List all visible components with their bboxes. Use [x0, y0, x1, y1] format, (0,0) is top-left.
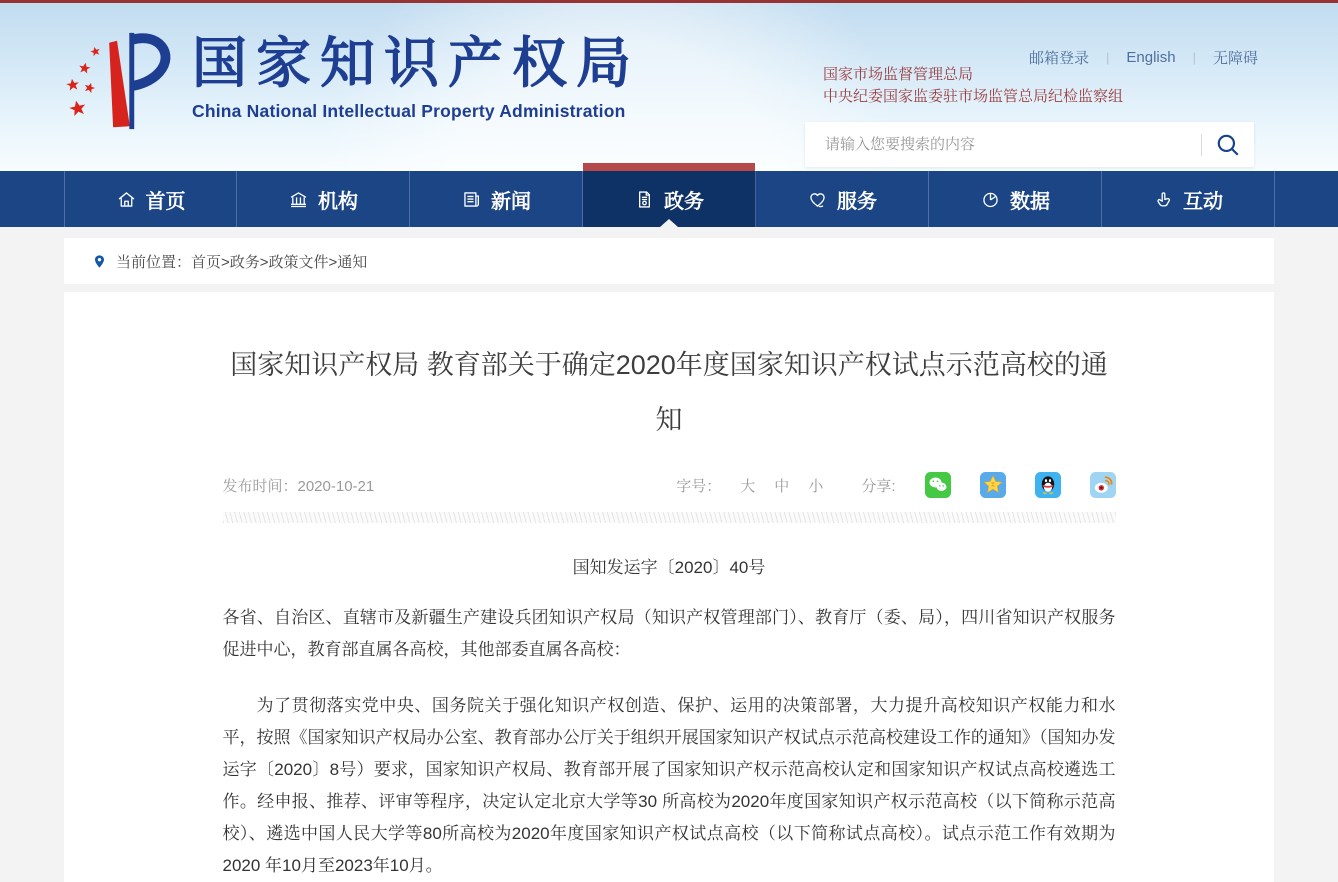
- search-button[interactable]: [1202, 122, 1254, 167]
- nav-item-label: 政务: [664, 190, 704, 213]
- home-icon: [116, 189, 137, 210]
- nav-item-institution[interactable]: [237, 171, 410, 227]
- logo-subtitle: China National Intellectual Property Administration: [192, 100, 626, 121]
- link-separator: |: [1106, 50, 1110, 65]
- institution-icon: [288, 189, 309, 210]
- nav-item-data[interactable]: [929, 171, 1102, 227]
- font-size-label: 字号：: [676, 477, 722, 495]
- accessibility-link[interactable]: 无障碍: [1212, 50, 1258, 67]
- search-input[interactable]: [805, 136, 1201, 153]
- site-search: [805, 122, 1254, 167]
- article-card: [64, 292, 1274, 882]
- nav-item-label: 首页: [145, 190, 186, 213]
- article-title: 国家知识产权局 教育部关于确定2020年度国家知识产权试点示范高校的通知: [230, 350, 1108, 435]
- search-icon: [1215, 132, 1241, 158]
- nav-item-label: 机构: [318, 190, 358, 213]
- logo-text: [192, 27, 640, 122]
- site-logo[interactable]: [60, 27, 640, 139]
- english-link[interactable]: English: [1126, 49, 1176, 66]
- font-size-large-button[interactable]: 大: [740, 477, 756, 495]
- nav-item-service[interactable]: [756, 171, 929, 227]
- nav-item-home[interactable]: [64, 171, 237, 227]
- mail-login-link[interactable]: 邮箱登录: [1028, 50, 1089, 67]
- related-org-links: [823, 64, 1123, 108]
- qzone-share-icon[interactable]: [980, 472, 1006, 498]
- logo-title: 国家知识产权局: [192, 32, 641, 94]
- font-size-small-button[interactable]: 小: [808, 477, 824, 495]
- nav-item-label: 新闻: [491, 190, 531, 213]
- share-label: 分享:: [861, 477, 896, 495]
- nav-item-gov-affairs[interactable]: [583, 171, 756, 227]
- hatched-divider: [223, 512, 1116, 523]
- main-nav: [0, 171, 1338, 227]
- nav-item-interact[interactable]: [1102, 171, 1275, 227]
- qq-share-icon[interactable]: [1035, 472, 1061, 498]
- document-number: 国知发运字〔2020〕40号: [572, 558, 766, 577]
- article-meta-row: [223, 472, 1116, 498]
- nav-item-news[interactable]: [410, 171, 583, 227]
- news-icon: [461, 189, 482, 210]
- breadcrumb[interactable]: 当前位置：首页>政务>政策文件>通知: [116, 253, 368, 271]
- link-separator: |: [1192, 50, 1196, 65]
- org-link-samr[interactable]: 国家市场监督管理总局: [823, 66, 974, 83]
- breadcrumb-bar: [64, 238, 1274, 284]
- org-link-discipline-inspection[interactable]: 中央纪委国家监委驻市场监管总局纪检监察组: [823, 88, 1124, 105]
- font-size-medium-button[interactable]: 中: [774, 477, 790, 495]
- publish-date: 发布时间：2020-10-21: [222, 477, 375, 495]
- nav-item-label: 服务: [837, 190, 877, 213]
- cnipa-emblem-icon: [60, 27, 178, 139]
- nav-item-label: 互动: [1183, 190, 1223, 213]
- gov-affairs-icon: [634, 189, 655, 210]
- location-pin-icon: [92, 252, 107, 271]
- data-pie-icon: [980, 189, 1001, 210]
- service-heart-icon: [807, 189, 828, 210]
- article-paragraph-body: 为了贯彻落实党中央、国务院关于强化知识产权创造、保护、运用的决策部署，大力提升高校知识产权能力和水平，按照《国家知识产权局办公室、教育部办公厅关于组织开展国家知识产权试点示范高校建设工作的通知》（国知办发运字〔2020〕8号）要求，国家知识产权局、教育部开展了国家知识产权示范高校认定和国家知识产权试点高校遴选工作。经申报、推荐、评审等程序，决定认定北京大学等30 所高校为2020年度国家知识产权示范高校（以下简称示范高校）、遴选中国人民大学等80所高校为2020年度国家知识产权试点高校（以下简称试点高校）。试点示范工作有效期为2020 年10月至2023年10月。: [222, 696, 1116, 875]
- interact-hand-icon: [1153, 189, 1174, 210]
- nav-item-label: 数据: [1010, 190, 1050, 213]
- weibo-share-icon[interactable]: [1090, 472, 1116, 498]
- wechat-share-icon[interactable]: [925, 472, 951, 498]
- site-header: [0, 3, 1338, 171]
- article-paragraph-recipients: 各省、自治区、直辖市及新疆生产建设兵团知识产权局（知识产权管理部门）、教育厅（委、局），四川省知识产权服务促进中心，教育部直属各高校，其他部委直属各高校：: [222, 608, 1116, 659]
